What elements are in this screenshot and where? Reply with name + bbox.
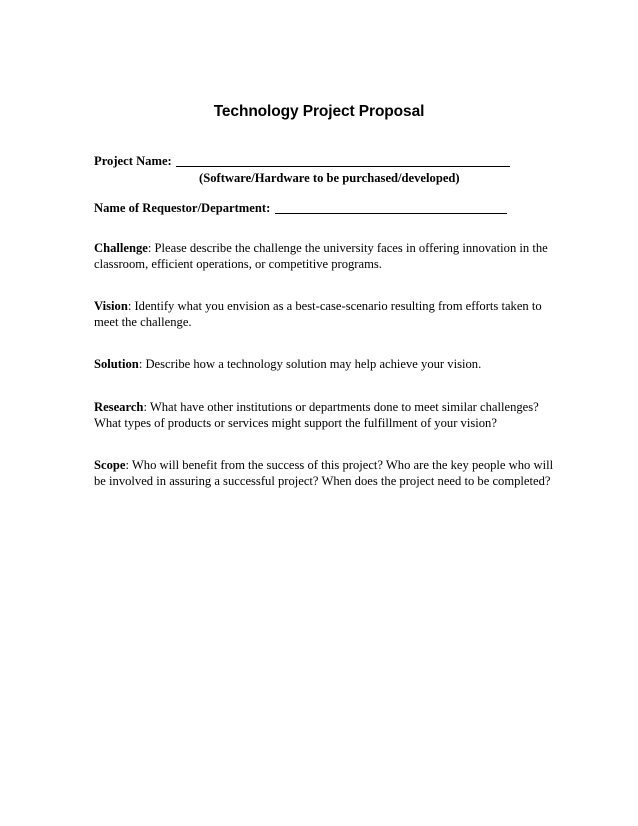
section-solution xyxy=(94,356,564,372)
project-name-label: Project Name: xyxy=(94,154,172,168)
project-name-line[interactable] xyxy=(176,166,510,167)
section-text: : Please describe the challenge the university faces in offering innovation in the classroom, efficient operations, or competitive programs. xyxy=(94,241,548,271)
section-heading: Research xyxy=(94,400,144,414)
section-text: : Describe how a technology solution may help achieve your vision. xyxy=(138,357,482,371)
section-heading: Vision xyxy=(94,299,128,313)
project-name-hint: (Software/Hardware to be purchased/developed) xyxy=(199,171,460,185)
requestor-label: Name of Requestor/Department: xyxy=(94,201,271,215)
section-heading: Scope xyxy=(94,458,126,472)
section-heading: Solution xyxy=(94,357,139,371)
section-heading: Challenge xyxy=(94,241,148,255)
section-vision xyxy=(94,298,564,330)
section-scope xyxy=(94,457,564,489)
requestor-line[interactable] xyxy=(275,213,507,214)
section-text: : Identify what you envision as a best-case-scenario resulting from efforts taken to meet the challenge. xyxy=(94,299,542,329)
section-text: : Who will benefit from the success of this project? Who are the key people who will be involved in assuring a successful project? When does the project need to be completed? xyxy=(94,458,554,488)
section-research xyxy=(94,399,564,431)
document-title: Technology Project Proposal xyxy=(213,103,425,120)
section-text: : What have other institutions or departments done to meet similar challenges? What types of products or services might support the fulfillment of your vision? xyxy=(94,400,539,430)
section-challenge xyxy=(94,240,564,272)
